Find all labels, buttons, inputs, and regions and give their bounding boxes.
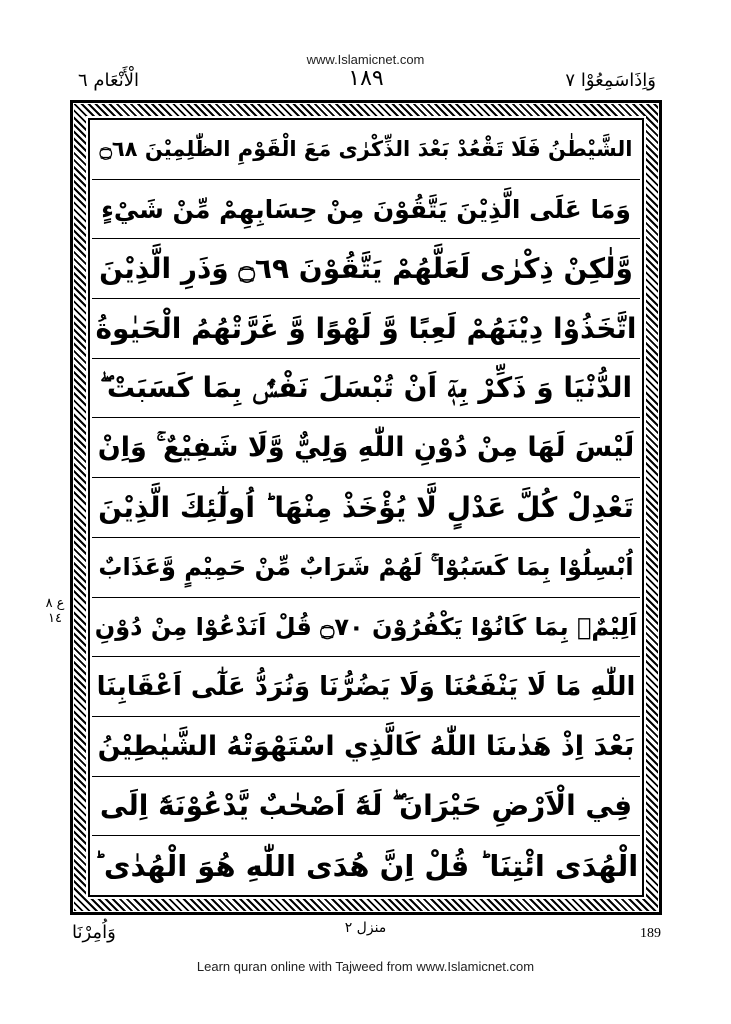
verse-line: وَّلٰكِنْ ذِكْرٰى لَعَلَّهُمْ يَتَّقُوْنَ ۝٦٩ وَذَرِ الَّذِيْنَ bbox=[92, 239, 640, 299]
page-header bbox=[70, 66, 662, 100]
promo-footer: Learn quran online with Tajweed from www.Islamicnet.com bbox=[196, 959, 535, 974]
verse-line: تَعْدِلْ كُلَّ عَدْلٍ لَّا يُؤْخَذْ مِنْهَا ؕ اُولٰٓئِكَ الَّذِيْنَ bbox=[92, 478, 640, 538]
ruku-marker: ع ٨ ١٤ bbox=[45, 596, 65, 626]
verse-line: وَمَا عَلَى الَّذِيْنَ يَتَّقُوْنَ مِنْ حِسَابِهِمْ مِّنْ شَيْءٍ bbox=[92, 180, 640, 240]
verse-line: بَعْدَ اِذْ هَدٰىنَا اللّٰهُ كَالَّذِي اسْتَهْوَتْهُ الشَّيٰطِيْنُ bbox=[92, 717, 640, 777]
surah-name: الْأَنْعَام ٦ bbox=[78, 70, 139, 91]
verse-line: اللّٰهِ مَا لَا يَنْفَعُنَا وَلَا يَضُرُّنَا وَنُرَدُّ عَلٰٓى اَعْقَابِنَا bbox=[92, 657, 640, 717]
verse-line: لَيْسَ لَهَا مِنْ دُوْنِ اللّٰهِ وَلِيٌّ وَّلَا شَفِيْعٌ ۚ وَاِنْ bbox=[92, 418, 640, 478]
page-number: 189 bbox=[640, 926, 661, 941]
verse-line: الشَّيْطٰنُ فَلَا تَقْعُدْ بَعْدَ الذِّكْرٰى مَعَ الْقَوْمِ الظّٰلِمِيْنَ ۝٦٨ bbox=[92, 120, 640, 180]
verse-line: الدُّنْيَا وَ ذَكِّرْ بِهٖٓ اَنْ تُبْسَلَ نَفْسٌۢ بِمَا كَسَبَتْ ۖ bbox=[92, 359, 640, 419]
verse-line: الْهُدَى ائْتِنَا ؕ قُلْ اِنَّ هُدَى اللّٰهِ هُوَ الْهُدٰى ؕ bbox=[93, 848, 639, 883]
verse-line: اَلِيْمٌۢ بِمَا كَانُوْا يَكْفُرُوْنَ ۝٧٠ قُلْ اَنَدْعُوْا مِنْ دُوْنِ bbox=[92, 598, 640, 658]
quran-text-block bbox=[92, 120, 640, 895]
page-number-arabic: ١٨٩ bbox=[348, 66, 384, 91]
site-url-header: www.Islamicnet.com bbox=[306, 52, 425, 67]
verse-line: فِي الْاَرْضِ حَيْرَانَ ۖ لَهٗٓ اَصْحٰبٌ يَّدْعُوْنَهٗٓ اِلَى bbox=[92, 777, 640, 837]
verse-line: اُبْسِلُوْا بِمَا كَسَبُوْا ۚ لَهُمْ شَرَابٌ مِّنْ حَمِيْمٍ وَّعَذَابٌ bbox=[92, 538, 640, 598]
manzil-label: منزل ٢ bbox=[344, 920, 387, 936]
next-page-word: وَاُمِرْنَا bbox=[72, 922, 116, 943]
verse-line: اتَّخَذُوْا دِيْنَهُمْ لَعِبًا وَّ لَهْوًا وَّ غَرَّتْهُمُ الْحَيٰوةُ bbox=[92, 299, 640, 359]
juz-name: وَاِذَاسَمِعُوْا ٧ bbox=[565, 70, 656, 91]
